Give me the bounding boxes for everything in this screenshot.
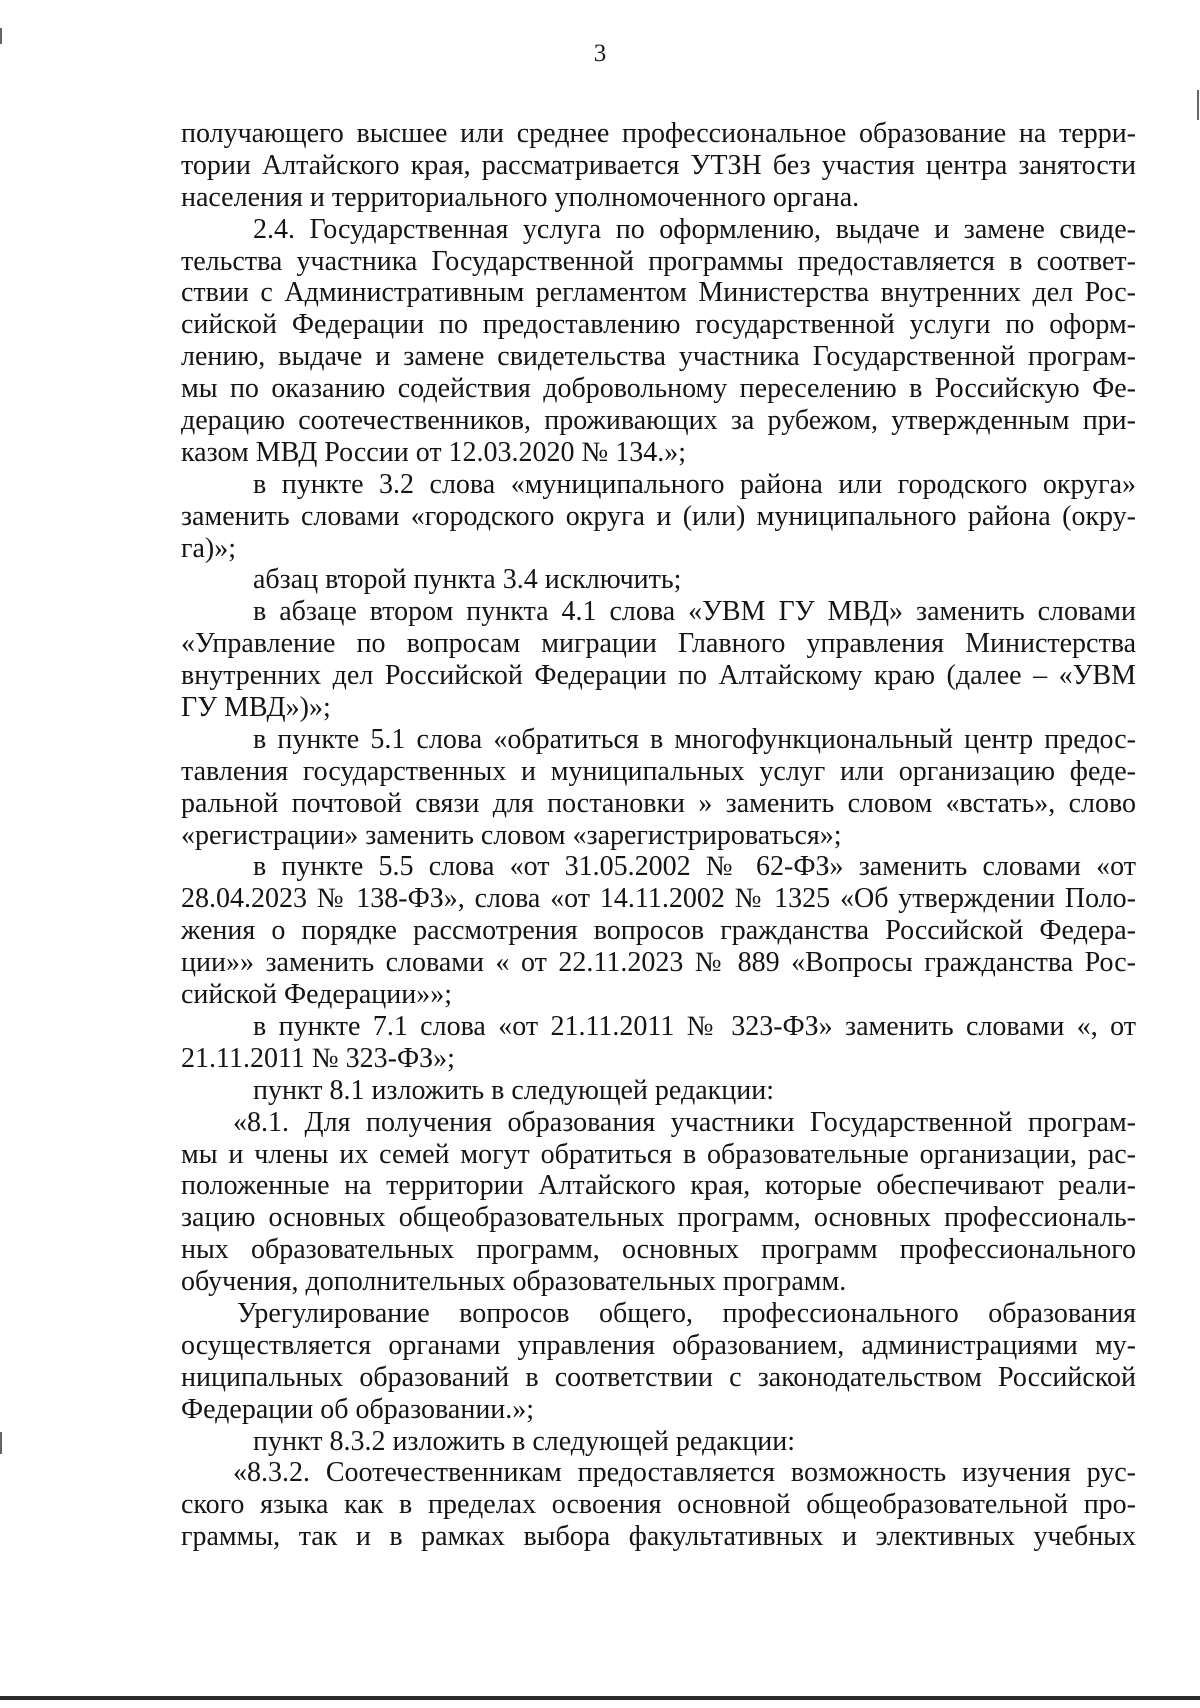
text-line: граммы, так и в рамках выбора факультативных и элективных учебных <box>181 1521 1136 1553</box>
text-line: пункт 8.1 изложить в следующей редакции: <box>253 1074 774 1106</box>
text-line: ных образовательных программ, основных программ профессионального <box>181 1234 1136 1266</box>
text-line: ниципальных образований в соответствии с законодательством Российской <box>181 1361 1136 1393</box>
page-number: 3 <box>593 40 607 67</box>
text-line: 21.11.2011 № 323-ФЗ»; <box>181 1042 455 1074</box>
scan-mark-left-middle <box>0 1432 2 1454</box>
text-line: жения о порядке рассмотрения вопросов гражданства Российской Федера- <box>181 915 1136 947</box>
text-line: сийской Федерации по предоставлению государственной услуги по оформ- <box>181 309 1136 341</box>
text-line: в пункте 7.1 слова «от 21.11.2011 № 323-ФЗ» заменить словами «, от <box>253 1010 1136 1042</box>
text-line: тории Алтайского края, рассматривается УТЗН без участия центра занятости <box>181 149 1136 181</box>
text-line: пункт 8.3.2 изложить в следующей редакции: <box>253 1425 795 1457</box>
text-line: мы и члены их семей могут обратиться в образовательные организации, рас- <box>181 1138 1136 1170</box>
text-line: положенные на территории Алтайского края, которые обеспечивают реали- <box>181 1170 1136 1202</box>
text-line: казом МВД России от 12.03.2020 № 134.»; <box>181 436 687 468</box>
text-line: в пункте 5.1 слова «обратиться в многофункциональный центр предос- <box>253 723 1136 755</box>
text-line: тавления государственных и муниципальных услуг или организацию феде- <box>181 755 1136 787</box>
text-line: в абзаце втором пункта 4.1 слова «УВМ ГУ МВД» заменить словами <box>253 596 1136 628</box>
text-line: Урегулирование вопросов общего, профессионального образования <box>237 1297 1136 1329</box>
text-line: ского языка как в пределах освоения основной общеобразовательной про- <box>181 1489 1136 1521</box>
text-line: ствии с Административным регламентом Министерства внутренних дел Рос- <box>181 277 1136 309</box>
text-line: в пункте 3.2 слова «муниципального района или городского округа» <box>253 468 1136 500</box>
text-line: «8.1. Для получения образования участники Государственной програм- <box>233 1106 1136 1138</box>
bottom-scan-edge <box>0 1696 1200 1700</box>
text-line: «Управление по вопросам миграции Главного управления Министерства <box>181 628 1136 660</box>
text-line: сийской Федерации»»; <box>181 979 453 1011</box>
text-line: ции»» заменить словами « от 22.11.2023 № 889 «Вопросы гражданства Рос- <box>181 947 1136 979</box>
scan-mark-left-top <box>0 28 2 44</box>
text-line: 2.4. Государственная услуга по оформлению, выдаче и замене свиде- <box>253 213 1136 245</box>
text-line: дерацию соотечественников, проживающих за рубежом, утвержденным при- <box>181 405 1136 437</box>
text-line: обучения, дополнительных образовательных программ. <box>181 1266 847 1298</box>
text-line: в пункте 5.5 слова «от 31.05.2002 № 62-ФЗ» заменить словами «от <box>253 851 1136 883</box>
text-line: мы по оказанию содействия добровольному переселению в Российскую Фе- <box>181 373 1136 405</box>
text-line: «8.3.2. Соотечественникам предоставляется возможность изучения рус- <box>233 1457 1136 1489</box>
text-line: Федерации об образовании.»; <box>181 1393 535 1425</box>
text-line: осуществляется органами управления образованием, администрациями му- <box>181 1329 1136 1361</box>
text-line: внутренних дел Российской Федерации по Алтайскому краю (далее – «УВМ <box>181 660 1136 692</box>
text-line: получающего высшее или среднее профессиональное образование на терри- <box>181 118 1136 149</box>
text-line: населения и территориального уполномоченного органа. <box>181 181 860 213</box>
text-line: га)»; <box>181 532 237 564</box>
text-line: ральной почтовой связи для постановки » заменить словом «встать», слово <box>181 787 1136 819</box>
text-line: ГУ МВД»)»; <box>181 692 331 724</box>
text-line: «регистрации» заменить словом «зарегистрироваться»; <box>181 819 842 851</box>
document-body <box>181 118 1136 1553</box>
text-line: заменить словами «городского округа и (или) муниципального района (окру- <box>181 500 1136 532</box>
text-line: лению, выдаче и замене свидетельства участника Государственной програм- <box>181 341 1136 373</box>
scan-mark-right <box>1197 90 1199 120</box>
text-line: тельства участника Государственной программы предоставляется в соответ- <box>181 245 1136 277</box>
text-line: абзац второй пункта 3.4 исключить; <box>253 564 682 596</box>
text-line: 28.04.2023 № 138-ФЗ», слова «от 14.11.2002 № 1325 «Об утверждении Поло- <box>181 883 1136 915</box>
text-line: зацию основных общеобразовательных программ, основных профессиональ- <box>181 1202 1136 1234</box>
